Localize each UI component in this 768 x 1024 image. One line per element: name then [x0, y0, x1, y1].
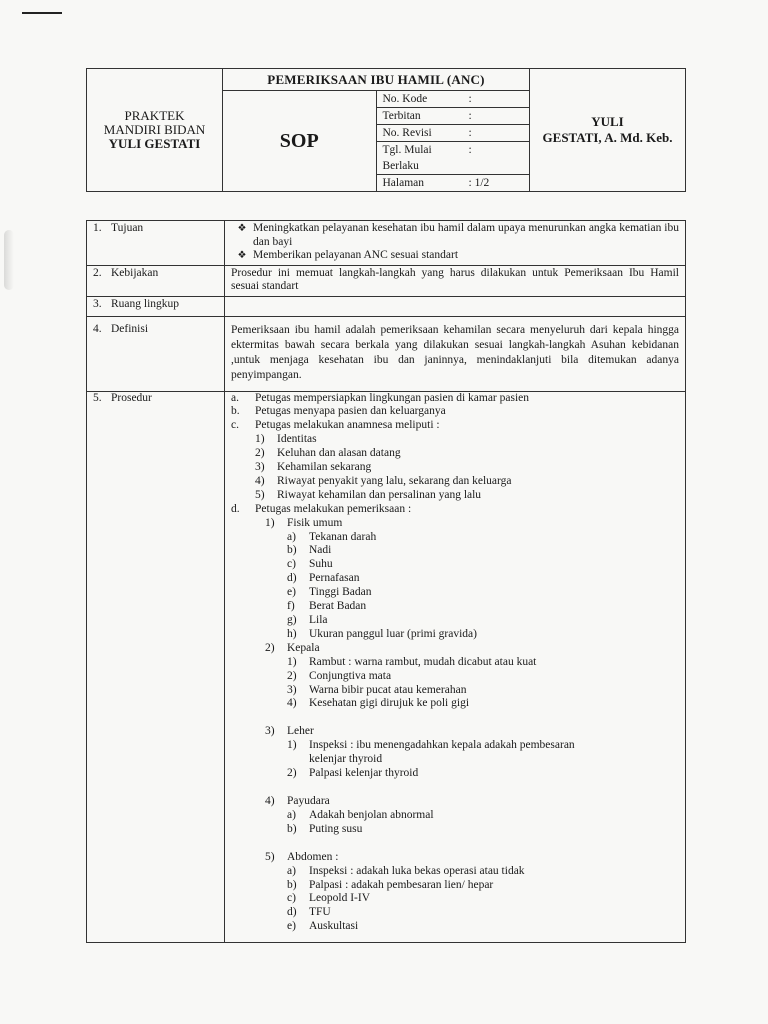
section-number: 2. — [93, 266, 102, 279]
step-marker: 1) — [287, 655, 297, 668]
exam-item — [231, 879, 679, 893]
section-definisi — [87, 316, 686, 391]
exam-item — [231, 614, 679, 628]
step-marker: c) — [287, 558, 296, 571]
exam-item — [231, 628, 679, 642]
step-marker: c) — [287, 892, 296, 905]
step-text: Kesehatan gigi dirujuk ke poli gigi — [309, 697, 470, 710]
list-item — [231, 249, 679, 263]
step-marker: b) — [287, 822, 297, 835]
exam-group — [231, 725, 679, 739]
step-marker: b) — [287, 878, 297, 891]
procedure-step — [231, 392, 679, 406]
section-label — [87, 265, 225, 296]
step-marker: c. — [231, 419, 239, 432]
section-prosedur — [87, 391, 686, 942]
step-marker: g) — [287, 614, 297, 626]
step-marker: b. — [231, 405, 240, 418]
step-text: TFU — [309, 906, 331, 919]
step-marker: a. — [231, 391, 239, 404]
step-text: Petugas melakukan anamnesa meliputi : — [255, 419, 440, 432]
step-text: Warna bibir pucat atau kemerahan — [309, 683, 467, 696]
step-marker: 5) — [265, 850, 275, 863]
section-tujuan — [87, 221, 686, 266]
step-marker: 1) — [287, 739, 297, 752]
step-marker: d) — [287, 906, 297, 919]
spacer — [231, 781, 679, 795]
step-marker: b) — [287, 544, 297, 557]
procedure-step — [231, 419, 679, 433]
section-title: Kebijakan — [111, 266, 159, 279]
exam-item — [231, 531, 679, 545]
step-text: Fisik umum — [287, 516, 343, 529]
exam-item — [231, 920, 679, 934]
document-fields-cell — [376, 91, 530, 192]
sub-step — [231, 447, 679, 461]
field-row — [377, 91, 530, 107]
step-marker: 2) — [255, 447, 265, 460]
step-text: Puting susu — [309, 822, 363, 835]
section-number: 4. — [93, 322, 102, 335]
section-label — [87, 391, 225, 942]
exam-item — [231, 600, 679, 614]
field-row — [377, 125, 530, 142]
exam-item — [231, 670, 679, 684]
field-row — [377, 158, 530, 174]
org-line-2: MANDIRI BIDAN — [103, 122, 206, 137]
sub-step — [231, 433, 679, 447]
field-label: No. Kode — [377, 91, 469, 107]
step-text: Palpasi kelenjar thyroid — [309, 767, 419, 780]
step-marker: h) — [287, 627, 297, 640]
section-content: Prosedur ini memuat langkah-langkah yang harus dilakukan untuk Pemeriksaan Ibu Hamil sesuai standart — [225, 265, 686, 296]
diamond-bullet-icon: ❖ — [237, 223, 247, 234]
step-text: Leher — [287, 725, 314, 738]
step-text: Rambut : warna rambut, mudah dicabut atau kuat — [309, 655, 537, 668]
item-text: Meningkatkan pelayanan kesehatan ibu hamil dalam upaya menurunkan angka kematian ibu dan bayi — [253, 222, 679, 248]
step-marker: e) — [287, 920, 296, 933]
field-value: : — [469, 125, 530, 142]
step-marker: 1) — [255, 433, 265, 446]
scan-smudge — [4, 230, 14, 290]
exam-group — [231, 851, 679, 865]
exam-group — [231, 795, 679, 809]
section-kebijakan — [87, 265, 686, 296]
exam-group — [231, 517, 679, 531]
sub-step — [231, 475, 679, 489]
step-text: Berat Badan — [309, 600, 367, 613]
exam-item — [231, 823, 679, 837]
step-text: Riwayat penyakit yang lalu, sekarang dan keluarga — [277, 474, 512, 487]
step-marker: a) — [287, 808, 296, 821]
step-text: Palpasi : adakah pembesaran lien/ hepar — [309, 878, 494, 891]
section-number: 1. — [93, 222, 102, 234]
list-item — [231, 222, 679, 249]
step-marker: 2) — [265, 641, 275, 654]
step-marker: 4) — [287, 697, 297, 710]
step-marker: f) — [287, 600, 295, 613]
org-line-3: YULI GESTATI — [108, 136, 201, 151]
step-text: Kehamilan sekarang — [277, 461, 372, 474]
step-marker: a) — [287, 530, 296, 543]
step-marker: d. — [231, 502, 240, 515]
author-cell — [530, 69, 686, 192]
step-text: Auskultasi — [309, 920, 359, 933]
step-text: Petugas menyapa pasien dan keluarganya — [255, 405, 446, 418]
step-marker: e) — [287, 586, 296, 599]
exam-item — [231, 558, 679, 572]
exam-item — [231, 739, 679, 753]
step-text: Keluhan dan alasan datang — [277, 447, 401, 460]
step-text: Inspeksi : ibu menengadahkan kepala adakah pembesaran — [309, 739, 575, 752]
step-text: Tekanan darah — [309, 530, 377, 543]
document-title: PEMERIKSAAN IBU HAMIL (ANC) — [223, 69, 530, 91]
section-label — [87, 296, 225, 316]
step-marker: 3) — [265, 725, 275, 738]
author-line-1: YULI — [591, 114, 624, 129]
exam-item — [231, 572, 679, 586]
section-content: Pemeriksaan ibu hamil adalah pemeriksaan kehamilan secara menyeluruh dari kepala hingga ektermitas bawah secara berkala yang dilakukan sesuai langkah-langkah Asuhan kebidanan ,untuk menjaga kesehatan ibu dan janinnya, menindaklanjuti bila ditemukan adanya penyimpangan. — [225, 316, 686, 391]
spacer — [231, 837, 679, 851]
exam-item — [231, 586, 679, 600]
author-line-2: GESTATI, A. Md. Keb. — [542, 130, 673, 145]
step-text: Suhu — [309, 558, 333, 571]
exam-item — [231, 892, 679, 906]
diamond-bullet-icon: ❖ — [237, 250, 247, 261]
field-label: No. Revisi — [377, 125, 469, 142]
scan-mark — [22, 12, 62, 14]
field-row — [377, 107, 530, 124]
sop-body-table — [86, 220, 686, 943]
step-text: Inspeksi : adakah luka bekas operasi atau tidak — [309, 864, 525, 877]
exam-group — [231, 642, 679, 656]
field-value: : — [468, 144, 472, 156]
field-label: Berlaku — [377, 158, 469, 174]
field-row — [377, 174, 530, 191]
section-content — [225, 391, 686, 942]
field-value: : — [469, 91, 530, 107]
step-text: Ukuran panggul luar (primi gravida) — [309, 627, 477, 640]
step-marker: 2) — [287, 767, 297, 780]
exam-item — [231, 544, 679, 558]
step-text: Pernafasan — [309, 572, 360, 585]
step-text: Kepala — [287, 641, 320, 654]
section-title: Prosedur — [111, 391, 152, 404]
step-text: Leopold I-IV — [309, 892, 370, 905]
sop-header-table — [86, 68, 686, 192]
field-label: Terbitan — [377, 107, 469, 124]
step-marker: a) — [287, 864, 296, 877]
section-number: 5. — [93, 391, 102, 404]
step-text: Adakah benjolan abnormal — [309, 808, 434, 821]
section-number: 3. — [93, 297, 102, 310]
procedure-step — [231, 503, 679, 517]
exam-item-continuation: kelenjar thyroid — [309, 753, 383, 766]
step-marker: d) — [287, 572, 297, 585]
field-row — [377, 142, 530, 158]
sop-label: SOP — [223, 91, 377, 192]
org-line-1: PRAKTEK — [124, 108, 185, 123]
section-label — [87, 316, 225, 391]
organization-cell — [87, 69, 223, 192]
field-value: : 1/2 — [468, 176, 490, 189]
step-text: Riwayat kehamilan dan persalinan yang lalu — [277, 488, 482, 501]
step-marker: 3) — [287, 683, 297, 696]
section-ruang-lingkup — [87, 296, 686, 316]
field-label: Halaman — [382, 176, 425, 189]
step-marker: 4) — [255, 474, 265, 487]
spacer — [231, 711, 679, 725]
sub-step — [231, 461, 679, 475]
section-content — [225, 221, 686, 266]
step-text: Lila — [309, 614, 328, 626]
step-marker: 2) — [287, 669, 297, 682]
step-marker: 3) — [255, 461, 265, 474]
exam-item — [231, 697, 679, 711]
step-marker: 1) — [265, 516, 275, 529]
section-content — [225, 296, 686, 316]
step-text: Abdomen : — [287, 850, 339, 863]
exam-item — [231, 656, 679, 670]
step-text: Nadi — [309, 544, 332, 557]
step-marker: 5) — [255, 488, 265, 501]
exam-item — [231, 767, 679, 781]
exam-item — [231, 684, 679, 698]
sub-step — [231, 489, 679, 503]
exam-item — [231, 809, 679, 823]
step-text: Payudara — [287, 794, 330, 807]
section-title: Tujuan — [111, 222, 144, 234]
exam-item — [231, 906, 679, 920]
step-text: Petugas melakukan pemeriksaan : — [255, 502, 412, 515]
field-label: Tgl. Mulai — [382, 144, 432, 156]
item-text: Memberikan pelayanan ANC sesuai standart — [253, 249, 459, 261]
exam-item — [231, 865, 679, 879]
document-fields — [377, 91, 530, 191]
procedure-step — [231, 405, 679, 419]
step-text: Identitas — [277, 433, 317, 446]
section-title: Ruang lingkup — [111, 297, 180, 310]
step-text: Tinggi Badan — [309, 586, 372, 599]
field-value: : — [469, 107, 530, 124]
section-label — [87, 221, 225, 266]
step-text: Conjungtiva mata — [309, 669, 392, 682]
field-value — [469, 158, 530, 174]
step-marker: 4) — [265, 794, 275, 807]
step-text: Petugas mempersiapkan lingkungan pasien di kamar pasien — [255, 391, 530, 404]
section-title: Definisi — [111, 322, 149, 335]
